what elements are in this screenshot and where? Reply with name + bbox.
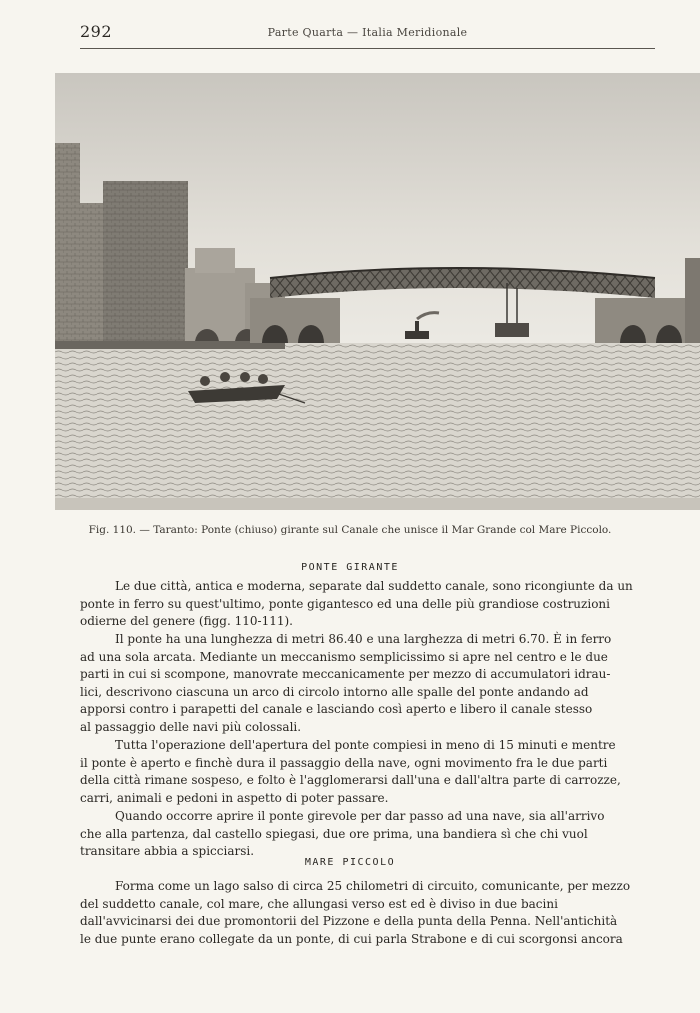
water: [55, 343, 700, 510]
text-line: del suddetto canale, col mare, che allungasi verso est ed è diviso in due bacini: [80, 896, 558, 911]
running-head: Parte Quarta — Italia Meridionale: [267, 26, 468, 39]
text-line: le due punte erano collegate da un ponte, di cui parla Strabone e di cui scorgonsi ancora: [80, 931, 623, 946]
text-line: Quando occorre aprire il ponte girevole per dar passo ad una nave, sia all'arrivo: [115, 809, 605, 823]
text-line: ponte in ferro su quest'ultimo, ponte gigantesco ed una delle più grandiose costruzioni: [80, 596, 610, 611]
text-line: ad una sola arcata. Mediante un meccanismo semplicissimo si apre nel centro e le due: [80, 649, 608, 664]
engraving-illustration: [55, 73, 700, 510]
text-line: dall'avvicinarsi dei due promontorii del Pizzone e della punta della Penna. Nell'antichità: [80, 914, 618, 929]
page-number: 292: [80, 22, 113, 41]
paragraph: [80, 631, 655, 737]
text-line: Tutta l'operazione dell'apertura del ponte compiesi in meno di 15 minuti e mentre: [115, 738, 616, 752]
text-line: transitare abbia a spicciarsi.: [80, 844, 255, 859]
text-line: carri, animali e pedoni in aspetto di poter passare.: [80, 790, 389, 805]
text-line: parti in cui si scompone, manovrate meccanicamente per mezzo di accumulatori idrau-: [80, 667, 611, 682]
text-line: che alla partenza, dal castello spiegasi, due ore prima, una bandiera sì che chi vuol: [80, 826, 588, 841]
text-line: Forma come un lago salso di circa 25 chilometri di circuito, comunicante, per mezzo: [115, 879, 631, 893]
paragraph: [80, 808, 655, 861]
text-line: il ponte è aperto e finchè dura il passaggio della nave, ogni movimento fra le due parti: [80, 755, 608, 770]
page-header: [80, 22, 655, 42]
section-title-mare-piccolo: MARE PICCOLO: [304, 857, 396, 868]
paragraph: [80, 878, 655, 948]
text-line: odierne del genere (figg. 110-111).: [80, 614, 293, 629]
text-line: apporsi contro i parapetti del canale e lasciando così aperto e libero il canale stesso: [80, 702, 593, 717]
text-line: lici, descrivono ciascuna un arco di circolo intorno alle spalle del ponte andando ad: [80, 684, 589, 699]
figure-caption: Fig. 110. — Taranto: Ponte (chiuso) girante sul Canale che unisce il Mar Grande col Mare Piccolo.: [88, 524, 612, 536]
header-rule: [80, 48, 655, 49]
text-line: Le due città, antica e moderna, separate dal suddetto canale, sono ricongiunte da un: [115, 579, 633, 593]
text-line: al passaggio delle navi più colossali.: [80, 719, 302, 734]
text-line: della città rimane sospeso, e folto è l'agglomerarsi dall'una e dall'altra parte di carrozze,: [80, 773, 621, 788]
figure-engraving: [55, 73, 700, 510]
text-line: Il ponte ha una lunghezza di metri 86.40 e una larghezza di metri 6.70. È in ferro: [115, 632, 612, 646]
paragraph: [80, 578, 655, 631]
paragraph: [80, 737, 655, 807]
section-title-ponte-girante: PONTE GIRANTE: [301, 562, 399, 573]
